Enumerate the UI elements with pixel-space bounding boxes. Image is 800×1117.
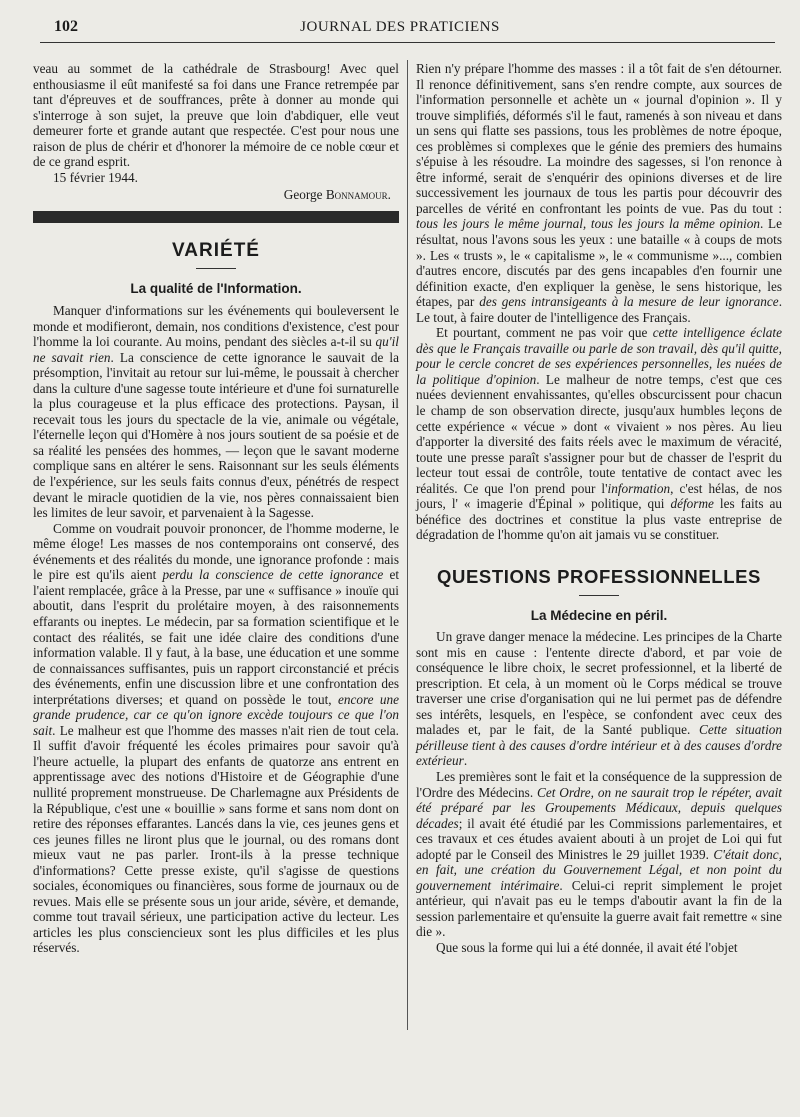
- signature: [33, 187, 391, 203]
- page-header: [0, 0, 800, 44]
- page-number: 102: [54, 18, 78, 35]
- signature-first-name: George: [283, 187, 323, 203]
- intro-paragraph: veau au sommet de la cathédrale de Strasbourg! Avec quel enthousiasme il eût manifesté sa foi dans une France retrempée par tant d'épreuves et de souffrances, prête à donner au monde qui s'interroge à son sujet, la preuve que loin d'abdiquer, elle veut demeurer forte et grande autant que respectée. C'est pour nous une raison de plus de chérir et d'honorer la mémoire de ce noble cœur et de ce grand esprit.: [33, 61, 399, 170]
- journal-title: JOURNAL DES PRATICIENS: [300, 19, 500, 35]
- section-title-rule: [196, 268, 236, 269]
- article-title-medecine: La Médecine en péril.: [530, 607, 668, 623]
- paragraph: Manquer d'informations sur les événements qui bouleversent le monde et modifieront, demain, nos conditions d'existence, c'est pour l'homme la loi courante. Au moins, pendant des siècles a-t-il su qu'il ne savait rien. La conscience de cette ignorance le sauvait de la présomption, l'invitait au retour sur lui-même, le poussait à chercher dans la culture d'une sagesse toute intérieure et d'une foi surnaturelle la plus courageuse et la plus efficace des protections. Paysan, il recevait tous les jours du spectacle de la vie, animale ou végétale, l'éternelle leçon qui d'Homère à nos jours soutient de sa poésie et de sa réalité les pensées des hommes, — leçon que le savant moderne complique sans en altérer le sens. Raisonnant sur les seuls éléments de l'expérience, sur les seuls faits connus d'eux, pénétrés de respect devant le miracle quotidien de la vie, nos pères connaissaient bien les limites de leur savoir, et parvenaient à la Sagesse.: [33, 303, 399, 521]
- paragraph: Rien n'y prépare l'homme des masses : il a tôt fait de s'en détourner. Il renonce définitivement, sans s'en rendre compte, aux sources de l'information personnelle et achète un « journal d'opinion ». Il y trouve simplifiés, déformés s'il le faut, ramenés à son niveau et dans un sens qui flatte ses passions, tous les problèmes de notre époque, ces problèmes si complexes que le génie des premiers des humains s'épuise à les résoudre. La moindre des sagesses, si l'on renonce à être informé, serait de s'enquérir des opinions diverses et de lire successivement les journaux de tous les partis pour découvrir des parcelles de vérité en confrontant les points de vue. Pas du tout : tous les jours le même journal, tous les jours la même opinion. Le résultat, nous l'avons sous les yeux : une bataille « à coups de mots ». Les « trusts », le « capitalisme », le « communisme »..., combien d'autres encore, discutés par des gens incapables d'en fournir une définition exacte, d'en expliquer la genèse, le sens historique, les étapes, par des gens intransigeants à la mesure de leur ignorance. Le tout, à faire douter de l'intelligence des Français.: [416, 61, 782, 325]
- article-date: 15 février 1944.: [53, 169, 138, 185]
- paragraph: Et pourtant, comment ne pas voir que cette intelligence éclate dès que le Français travaille ou parle de son travail, dès qu'il quitte, pour le cercle concret de ses expériences personnelles, les nuées de la politique d'opinion. Le malheur de notre temps, c'est que ces nuées deviennent envahissantes, qu'elles obscurcissent pour chacun le champ de son observation directe, jusqu'aux humbles leçons de cette expérience « vécue » dont « vivaient » nos pères. Au lieu d'apporter la diversité des faits réels avec le maximum de véracité, toute une presse paraît s'assigner pour but de chasser de l'esprit du lecteur tout essai de contrôle, toute tentative de contact avec les réalités. Ce que l'on prend pour l'information, c'est hélas, de nos jours, l' « imagerie d'Épinal » politique, qui déforme les faits au bénéfice des doctrines et constitue la plus vaste entreprise de dégradation de l'homme qu'on ait jamais vu se constituer.: [416, 325, 783, 543]
- section-title-rule: [579, 595, 619, 596]
- signature-last-name: Bonnamour.: [325, 187, 391, 203]
- left-column: [33, 61, 399, 956]
- header-rule: [40, 42, 775, 43]
- paragraph: Que sous la forme qui lui a été donnée, il avait été l'objet: [436, 939, 738, 955]
- paragraph: Un grave danger menace la médecine. Les principes de la Charte sont mis en cause : l'entente directe d'abord, et par voie de conséquence le libre choix, le secret professionnel, et la liberté de prescription. Et cela, à un moment où le Corps médical se trouve traverser une crise d'organisation qui ne lui permet pas de défendre ses intérêts, lesquels, en l'espèce, se confondent avec ceux des malades et, par le fait, de la Santé publique. Cette situation périlleuse tient à des causes d'ordre intérieur et à des causes d'ordre extérieur.: [416, 629, 782, 769]
- section-title-variete: VARIÉTÉ: [172, 239, 260, 261]
- section-divider-band: [33, 211, 399, 223]
- column-divider: [407, 60, 408, 1030]
- paragraph: Comme on voudrait pouvoir prononcer, de l'homme moderne, le même éloge! Les masses de nos contemporains ont conservé, des événements et des réalités du monde, une ignorance profonde : mais le pire est qu'ils aient perdu la conscience de cette ignorance et l'aient remplacée, grâce à la Presse, par une « suffisance » inouïe qui aboutit, dans l'esprit du prolétaire moyen, à des raisonnements effarants ou ineptes. Le médecin, par sa formation scientifique et le contact des réalités, se fait une idée claire des conditions d'une information valable. Il y faut, à la base, une éducation et une somme de connaissances suffisantes, puis un rapport circonstancié et précis des événements, enfin une discussion libre et une confrontation des interprétations diverses; et quand on possède le tout, encore une grande prudence, car ce qu'on ignore excède toujours ce que l'on sait. Le malheur est que l'homme des masses n'ait rien de tout cela. Il suffit d'avoir fréquenté les écoles primaires pour savoir qu'à l'heure actuelle, la plupart des enfants de quatorze ans entrent en apprentissage avec des notions d'Histoire et de Géographie d'une nullité proprement monstrueuse. De Charlemagne aux Présidents de la République, c'est une « bouillie » sans forme et sans nom dont on retire des réponses effarantes. Lancés dans la vie, ces jeunes gens et ces jeunes filles ne liront plus que le journal, ou des romans dont mieux vaut ne pas parler. Iront-ils à la presse technique d'informations? Cette presse existe, qu'il s'agisse de questions sociales, économiques ou financières, sous forme de journaux ou de revues. Mais elle se présente sous un jour aride, sévère, et demande, comme tout travail sérieux, une participation active du lecteur. Les articles les plus consciencieux sont les plus difficiles et les plus réservés.: [33, 520, 399, 956]
- section-title-questions-professionnelles: QUESTIONS PROFESSIONNELLES: [437, 565, 761, 587]
- article-title-information: La qualité de l'Information.: [130, 281, 302, 297]
- paragraph: Les premières sont le fait et la conséquence de la suppression de l'Ordre des Médecins. Cet Ordre, on ne saurait trop le répéter, avait été préparé par les Groupements Médicaux, depuis quelques décades; il avait été étudié par les Commissions parlementaires, et ces travaux et ces études avaient abouti à un projet de Loi qui fut adopté par le Conseil des Ministres le 29 juillet 1939. C'était donc, en fait, une création du Gouvernement Légal, et non point du gouvernement intérimaire. Celui-ci reprit simplement le projet antérieur, qui n'avait pas eu le temps d'aboutir avant la fin de la session parlementaire et qu'ensuite la guerre avait fait remettre « sine die ».: [416, 768, 782, 940]
- right-column: [416, 61, 782, 956]
